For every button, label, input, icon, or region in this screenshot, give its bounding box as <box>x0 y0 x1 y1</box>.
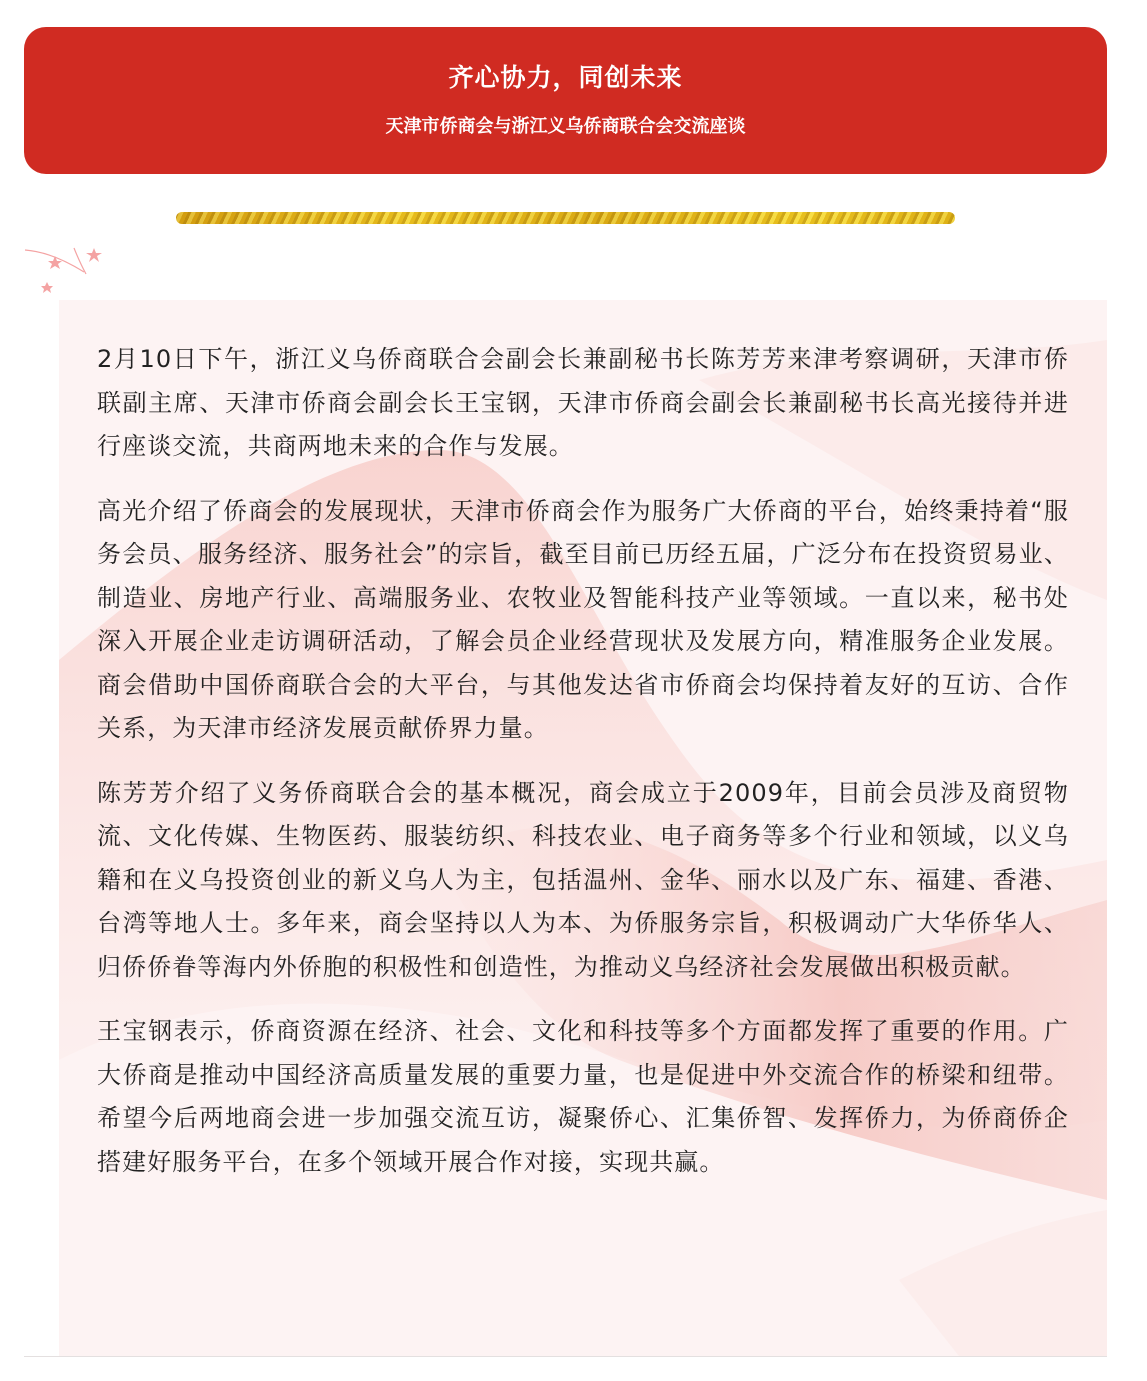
firework-stars-icon <box>22 238 112 298</box>
article-paragraph: 高光介绍了侨商会的发展现状，天津市侨商会作为服务广大侨商的平台，始终秉持着“服务会员、服务经济、服务社会”的宗旨，截至目前已历经五届，广泛分布在投资贸易业、制造业、房地产行业、高端服务业、农牧业及智能科技产业等领域。一直以来，秘书处深入开展企业走访调研活动，了解会员企业经营现状及发展方向，精准服务企业发展。商会借助中国侨商联合会的大平台，与其他发达省市侨商会均保持着友好的互访、合作关系，为天津市经济发展贡献侨界力量。 <box>97 496 1069 742</box>
gold-divider <box>176 212 955 224</box>
article-paragraph: 2月10日下午，浙江义乌侨商联合会副会长兼副秘书长陈芳芳来津考察调研，天津市侨联副主席、天津市侨商会副会长王宝钢，天津市侨商会副会长兼副秘书长高光接待并进行座谈交流，共商两地未来的合作与发展。 <box>97 345 1069 460</box>
header-banner <box>24 27 1107 174</box>
page-title: 齐心协力，同创未来 <box>448 63 683 92</box>
article-card <box>59 300 1107 1356</box>
article-paragraph: 王宝钢表示，侨商资源在经济、社会、文化和科技等多个方面都发挥了重要的作用。广大侨商是推动中国经济高质量发展的重要力量，也是促进中外交流合作的桥梁和纽带。希望今后两地商会进一步加强交流互访，凝聚侨心、汇集侨智、发挥侨力，为侨商侨企搭建好服务平台，在多个领域开展合作对接，实现共赢。 <box>97 1017 1069 1176</box>
article-body <box>97 338 1069 1205</box>
bottom-divider <box>24 1356 1107 1357</box>
article-paragraph: 陈芳芳介绍了义务侨商联合会的基本概况，商会成立于2009年，目前会员涉及商贸物流、文化传媒、生物医药、服装纺织、科技农业、电子商务等多个行业和领域，以义乌籍和在义乌投资创业的新义乌人为主，包括温州、金华、丽水以及广东、福建、香港、台湾等地人士。多年来，商会坚持以人为本、为侨服务宗旨，积极调动广大华侨华人、归侨侨眷等海内外侨胞的积极性和创造性，为推动义乌经济社会发展做出积极贡献。 <box>97 778 1069 981</box>
page-subtitle: 天津市侨商会与浙江义乌侨商联合会交流座谈 <box>385 116 746 137</box>
